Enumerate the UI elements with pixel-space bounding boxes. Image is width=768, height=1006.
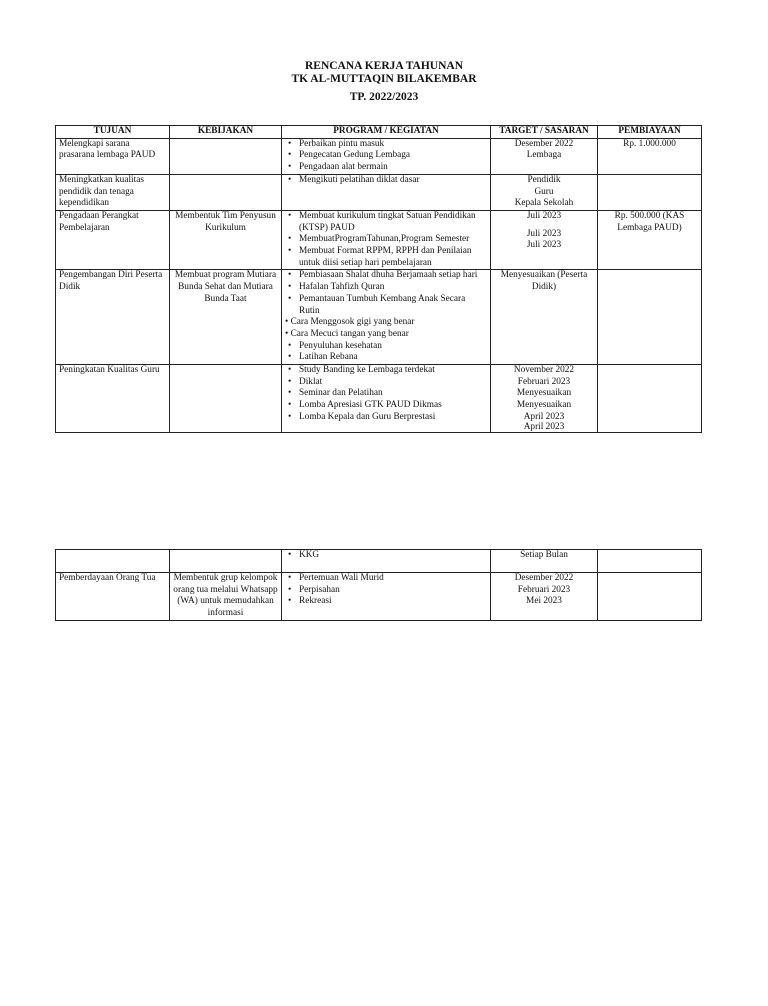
cell-tujuan: Pengadaan Perangkat Pembelajaran bbox=[56, 210, 170, 270]
list-item: • Cara Mecuci tangan yang benar bbox=[285, 329, 487, 341]
cell-target bbox=[491, 138, 598, 174]
cell-pembiayaan bbox=[598, 550, 702, 573]
cell-target bbox=[491, 550, 598, 573]
table-row bbox=[56, 550, 702, 573]
list-item: • Pertemuan Wali Murid bbox=[299, 573, 487, 585]
doc-school-year: TP. 2022/2023 bbox=[349, 91, 419, 103]
cell-tujuan: Melengkapi sarana prasarana lembaga PAUD bbox=[56, 138, 170, 174]
cell-kebijakan bbox=[170, 174, 282, 210]
cell-tujuan bbox=[56, 550, 170, 573]
list-item: • Latihan Rebana bbox=[299, 352, 487, 364]
cell-program bbox=[282, 210, 491, 270]
table-row bbox=[56, 573, 702, 621]
list-item: • Pengecatan Gedung Lembaga bbox=[299, 150, 487, 162]
table-row bbox=[56, 174, 702, 210]
list-item: • Membuat Format RPPM, RPPH dan Penilaian untuk diisi setiap hari pembelajaran bbox=[299, 246, 487, 269]
list-item: • Pengadaan alat bermain bbox=[299, 162, 487, 174]
target-line: Lembaga bbox=[526, 150, 562, 161]
col-header-target: TARGET / SASARAN bbox=[491, 126, 598, 139]
cell-target bbox=[491, 270, 598, 365]
target-line: Juli 2023 bbox=[526, 210, 562, 221]
list-item: • Pembiasaan Shalat dhuha Berjamaah setiap hari bbox=[299, 270, 487, 282]
cell-kebijakan bbox=[170, 550, 282, 573]
cell-kebijakan bbox=[170, 138, 282, 174]
target-line: November 2022 bbox=[513, 365, 575, 376]
table-row bbox=[56, 365, 702, 433]
list-item: • Penyuluhan kesehatan bbox=[299, 341, 487, 353]
target-line: Desember 2022 bbox=[514, 573, 574, 583]
cell-target bbox=[491, 210, 598, 270]
list-item: • Mengikuti pelatihan diklat dasar bbox=[299, 175, 487, 187]
cell-kebijakan: Membuat program Mutiara Bunda Sehat dan Mutiara Bunda Taat bbox=[170, 270, 282, 365]
list-item: • KKG bbox=[299, 550, 487, 562]
cell-tujuan: Pemberdayaan Orang Tua bbox=[56, 573, 170, 621]
target-line: Desember 2022 bbox=[514, 138, 574, 149]
cell-pembiayaan: Rp. 500.000 (KAS Lembaga PAUD) bbox=[598, 210, 702, 270]
target-line: April 2023 bbox=[523, 411, 565, 422]
target-line: Pendidik bbox=[527, 174, 561, 185]
list-item: • Membuat kurikulum tingkat Satuan Pendidikan (KTSP) PAUD bbox=[299, 211, 487, 234]
doc-title: RENCANA KERJA TAHUNAN bbox=[304, 60, 464, 72]
list-item: • Lomba Apresiasi GTK PAUD Dikmas bbox=[299, 400, 487, 412]
cell-program bbox=[282, 550, 491, 573]
cell-pembiayaan bbox=[598, 174, 702, 210]
target-line: Menyesuaikan bbox=[516, 388, 572, 399]
target-line: April 2023 bbox=[523, 421, 565, 432]
target-line: Setiap Bulan bbox=[520, 550, 568, 560]
list-item: • MembuatProgramTahunan,Program Semester bbox=[299, 234, 487, 246]
list-item: • Hafalan Tahfizh Quran bbox=[299, 282, 487, 294]
work-plan-table-continued bbox=[55, 549, 702, 621]
table-row bbox=[56, 270, 702, 365]
list-item: • Perpisahan bbox=[299, 585, 487, 597]
col-header-pembiayaan: PEMBIAYAAN bbox=[598, 126, 702, 139]
list-item: • Study Banding ke Lembaga terdekat bbox=[299, 365, 487, 377]
target-line: Kepala Sekolah bbox=[514, 198, 574, 209]
target-line: Februari 2023 bbox=[517, 376, 571, 387]
target-line: Februari 2023 bbox=[517, 584, 571, 595]
cell-pembiayaan: Rp. 1.000.000 bbox=[598, 138, 702, 174]
cell-target bbox=[491, 573, 598, 621]
target-line: Guru bbox=[534, 186, 554, 197]
list-item: • Pemantauan Tumbuh Kembang Anak Secara Rutin bbox=[299, 294, 487, 317]
col-header-tujuan: TUJUAN bbox=[56, 126, 170, 139]
target-line: Menyesuaikan bbox=[516, 400, 572, 411]
cell-target bbox=[491, 174, 598, 210]
cell-program bbox=[282, 270, 491, 365]
list-item: • Perbaikan pintu masuk bbox=[299, 139, 487, 151]
cell-kebijakan: Membentuk Tim Penyusun Kurikulum bbox=[170, 210, 282, 270]
doc-school-name: TK AL-MUTTAQIN BILAKEMBAR bbox=[291, 73, 477, 85]
table-row bbox=[56, 210, 702, 270]
col-header-kebijakan: KEBIJAKAN bbox=[170, 126, 282, 139]
cell-pembiayaan bbox=[598, 365, 702, 433]
cell-tujuan: Meningkatkan kualitas pendidik dan tenaga kependidikan bbox=[56, 174, 170, 210]
cell-pembiayaan bbox=[598, 270, 702, 365]
list-item: • Diklat bbox=[299, 377, 487, 389]
cell-kebijakan bbox=[170, 365, 282, 433]
list-item: • Seminar dan Pelatihan bbox=[299, 388, 487, 400]
cell-tujuan: Pengembangan Diri Peserta Didik bbox=[56, 270, 170, 365]
table-header-row bbox=[56, 126, 702, 139]
list-item: • Cara Menggosok gigi yang benar bbox=[285, 317, 487, 329]
table-row bbox=[56, 138, 702, 174]
list-item: • Rekreasi bbox=[299, 596, 487, 608]
target-line: Menyesuaikan (Peserta Didik) bbox=[500, 270, 588, 293]
target-line: Juli 2023 bbox=[526, 240, 562, 251]
cell-program bbox=[282, 365, 491, 433]
target-line: Mei 2023 bbox=[526, 596, 562, 607]
list-item: • Lomba Kepala dan Guru Berprestasi bbox=[299, 412, 487, 424]
cell-program bbox=[282, 138, 491, 174]
work-plan-table bbox=[55, 125, 702, 433]
cell-program bbox=[282, 174, 491, 210]
cell-tujuan: Peningkatan Kualitas Guru bbox=[56, 365, 170, 433]
cell-kebijakan: Membentuk grup kelompok orang tua melalui Whatsapp (WA) untuk memudahkan informasi bbox=[170, 573, 282, 621]
target-line: Juli 2023 bbox=[526, 228, 562, 239]
cell-program bbox=[282, 573, 491, 621]
cell-target bbox=[491, 365, 598, 433]
cell-pembiayaan bbox=[598, 573, 702, 621]
col-header-program: PROGRAM / KEGIATAN bbox=[282, 126, 491, 139]
